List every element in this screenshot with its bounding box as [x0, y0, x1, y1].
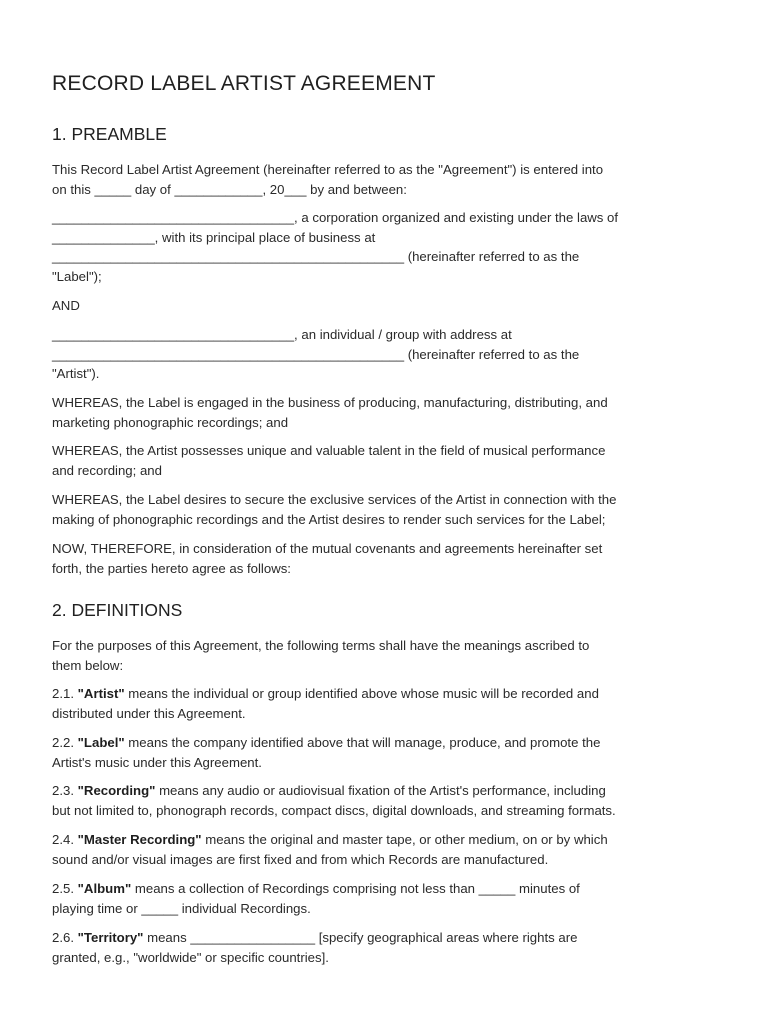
text-line: granted, e.g., "worldwide" or specific countries].	[52, 949, 329, 965]
text-line	[52, 684, 724, 704]
text-line: For the purposes of this Agreement, the following terms shall have the meanings ascribed to	[52, 638, 590, 653]
text-line: forth, the parties hereto agree as follows:	[52, 560, 291, 576]
text-line: _________________________________, an individual / group with address at	[52, 327, 512, 342]
text-line: "Label");	[52, 268, 102, 284]
definition-text: means the individual or group identified above whose music will be recorded and	[128, 686, 599, 701]
definition-number: 2.3.	[52, 783, 74, 798]
definition-number: 2.1.	[52, 686, 74, 701]
now-therefore-clause	[52, 539, 724, 578]
text-line: NOW, THEREFORE, in consideration of the mutual covenants and agreements hereinafter set	[52, 541, 603, 556]
text-line: AND	[52, 298, 80, 313]
definition-text: means the original and master tape, or other medium, on or by which	[205, 832, 608, 847]
text-line: "Artist").	[52, 366, 100, 382]
text-line: but not limited to, phonograph records, compact discs, digital downloads, and streaming formats.	[52, 802, 616, 818]
definition-term: "Territory"	[77, 930, 144, 945]
text-line	[52, 879, 724, 899]
text-line: ________________________________________________ (hereinafter referred to as the	[52, 249, 580, 265]
preamble-intro	[52, 160, 724, 199]
text-line: This Record Label Artist Agreement (hereinafter referred to as the "Agreement") is entered into	[52, 162, 604, 177]
definition-number: 2.4.	[52, 832, 74, 847]
definition-territory	[52, 928, 724, 967]
text-line: on this _____ day of ____________, 20___ by and between:	[52, 181, 407, 197]
definition-term: "Artist"	[77, 686, 125, 701]
artist-party-clause	[52, 325, 724, 384]
text-line: WHEREAS, the Label is engaged in the business of producing, manufacturing, distributing, and	[52, 395, 608, 410]
text-line: them below:	[52, 657, 124, 673]
text-line	[52, 928, 724, 948]
text-line: _________________________________, a corporation organized and existing under the laws of	[52, 210, 619, 225]
preamble-heading: 1. PREAMBLE	[52, 124, 167, 144]
label-party-clause	[52, 208, 724, 286]
text-line	[52, 733, 724, 753]
definition-text: means a collection of Recordings comprising not less than _____ minutes of	[134, 881, 580, 896]
whereas-clause-3	[52, 490, 724, 529]
definition-text: means the company identified above that will manage, produce, and promote the	[128, 735, 601, 750]
definition-label	[52, 733, 724, 772]
definition-recording	[52, 781, 724, 820]
definitions-intro	[52, 636, 724, 675]
definition-text: means any audio or audiovisual fixation of the Artist's performance, including	[159, 783, 606, 798]
definition-artist	[52, 684, 724, 723]
and-separator	[52, 296, 724, 316]
text-line: sound and/or visual images are first fixed and from which Records are manufactured.	[52, 851, 549, 867]
text-line	[52, 781, 724, 801]
definition-number: 2.2.	[52, 735, 74, 750]
document-title: RECORD LABEL ARTIST AGREEMENT	[52, 72, 436, 95]
definition-term: "Master Recording"	[77, 832, 202, 847]
text-line: ________________________________________________ (hereinafter referred to as the	[52, 346, 580, 362]
text-line: playing time or _____ individual Recordings.	[52, 900, 311, 916]
whereas-clause-2	[52, 441, 724, 480]
text-line: WHEREAS, the Artist possesses unique and valuable talent in the field of musical performance	[52, 443, 606, 458]
definition-term: "Label"	[77, 735, 125, 750]
definition-number: 2.6.	[52, 930, 74, 945]
text-line: Artist's music under this Agreement.	[52, 754, 262, 770]
definition-number: 2.5.	[52, 881, 74, 896]
text-line: making of phonographic recordings and the Artist desires to render such services for the Label;	[52, 511, 606, 527]
text-line: ______________, with its principal place of business at	[52, 229, 376, 245]
text-line	[52, 830, 724, 850]
definition-master-recording	[52, 830, 724, 869]
text-line: and recording; and	[52, 462, 162, 478]
definition-term: "Recording"	[77, 783, 156, 798]
definitions-heading: 2. DEFINITIONS	[52, 600, 183, 620]
definition-album	[52, 879, 724, 918]
text-line: WHEREAS, the Label desires to secure the exclusive services of the Artist in connection with the	[52, 492, 617, 507]
definition-text: means _________________ [specify geographical areas where rights are	[147, 930, 578, 945]
definition-term: "Album"	[77, 881, 132, 896]
text-line: marketing phonographic recordings; and	[52, 414, 289, 430]
text-line: distributed under this Agreement.	[52, 705, 246, 721]
whereas-clause-1	[52, 393, 724, 432]
